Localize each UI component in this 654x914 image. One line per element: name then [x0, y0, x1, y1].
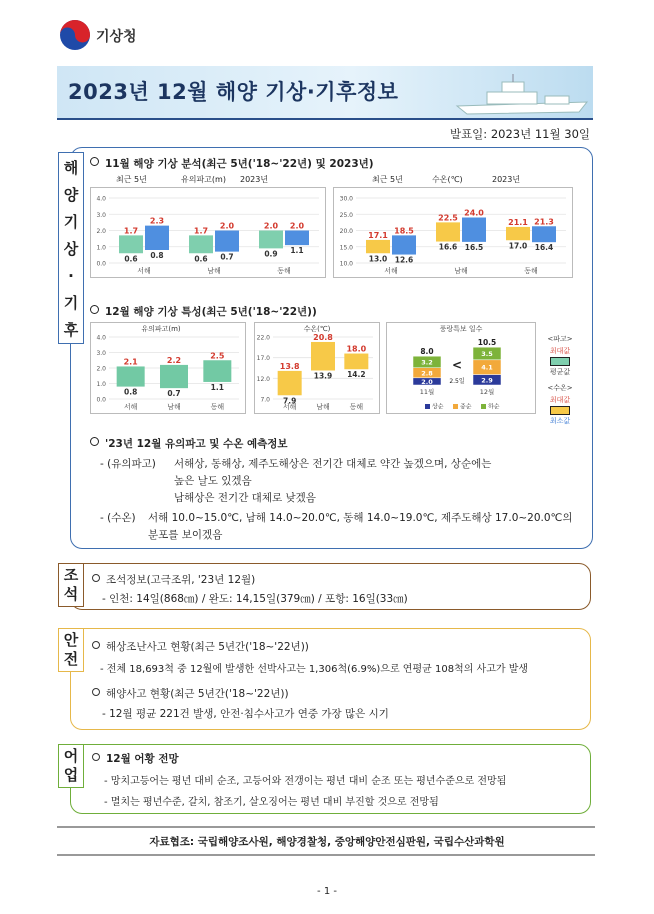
x-tick-label: 서해 — [137, 267, 151, 275]
tide-heading-text: 조석정보(고극조위, '23년 12월) — [106, 574, 256, 586]
data-label-low: 12.6 — [394, 255, 414, 265]
data-label-low: 17.0 — [508, 241, 528, 251]
segment-label: 2.9 — [481, 376, 493, 385]
safety-tag — [58, 628, 84, 672]
y-tick-label: 17.0 — [256, 355, 270, 363]
x-tick-label: 동해 — [210, 403, 225, 411]
data-label-low: 0.8 — [124, 387, 138, 397]
chart-storm-warning-days — [386, 322, 536, 414]
x-tick-label: 남해 — [316, 403, 330, 411]
fishery-line-2: - 멸치는 평년수준, 갈치, 참조기, 살오징어는 평년 대비 부진할 것으로 전망됨 — [104, 797, 439, 808]
data-label-low: 7.9 — [283, 396, 297, 406]
data-label-high: 13.8 — [279, 361, 300, 371]
range-bar — [203, 360, 231, 382]
tide-heading — [92, 572, 255, 587]
data-label-high: 2.1 — [123, 357, 138, 367]
fishery-tag — [58, 744, 84, 788]
data-label-high: 2.0 — [263, 221, 279, 231]
footer-line-top — [57, 826, 595, 828]
chart-title: 수온(℃) — [303, 325, 331, 333]
range-bar — [436, 222, 460, 241]
legend-swatch — [481, 404, 486, 409]
chart-sst-november — [333, 187, 573, 278]
legend-label: 상순 — [432, 403, 444, 411]
data-label-low: 1.1 — [210, 382, 224, 392]
marine-heading-3 — [90, 436, 288, 451]
segment-label: 4.1 — [481, 363, 493, 372]
data-label-low: 0.7 — [167, 389, 181, 399]
range-bar — [285, 231, 309, 246]
data-label-low: 13.0 — [368, 254, 388, 264]
data-label-high: 2.0 — [289, 221, 305, 231]
c2-ylabel: 수온(℃) — [432, 175, 463, 184]
segment-label: 3.5 — [481, 350, 493, 358]
data-label-low: 14.2 — [347, 370, 366, 380]
legend-sst-max: 최대값 — [549, 396, 571, 404]
data-label-high: 2.3 — [149, 216, 165, 226]
y-tick-label: 0.0 — [96, 260, 106, 268]
data-label-high: 21.3 — [534, 217, 554, 227]
range-bar — [259, 231, 283, 249]
y-tick-label: 7.0 — [260, 396, 270, 404]
data-label-low: 13.9 — [313, 371, 333, 381]
data-label-low: 0.7 — [220, 252, 234, 262]
kma-logo-icon — [58, 18, 92, 52]
x-tick-label: 동해 — [349, 403, 364, 411]
x-tick-label: 서해 — [384, 267, 398, 275]
x-tick-label: 동해 — [277, 267, 291, 275]
data-label-high: 21.1 — [508, 217, 528, 227]
x-tick-label: 서해 — [123, 403, 138, 411]
range-bar — [311, 342, 335, 371]
x-tick-label: 남해 — [454, 267, 468, 275]
c2-legend-recent: 최근 5년 — [372, 175, 403, 184]
data-label-low: 0.6 — [124, 254, 138, 264]
y-tick-label: 3.0 — [96, 350, 106, 357]
y-tick-label: 30.0 — [339, 195, 353, 203]
c1-legend-recent: 최근 5년 — [116, 175, 147, 184]
ship-icon — [447, 72, 593, 118]
data-label-high: 20.8 — [313, 332, 333, 342]
logo-text: 기상청 — [96, 29, 137, 45]
segment-label: 3.2 — [421, 358, 433, 367]
chart-title: 풍랑특보 일수 — [439, 325, 483, 333]
legend-wave-head: <파고> — [547, 335, 573, 343]
legend-sst-swatch — [550, 406, 570, 415]
legend-wave-avg: 평균값 — [549, 368, 571, 376]
segment-label: 2.0 — [421, 377, 433, 386]
wave-forecast-line-1: 서해상, 동해상, 제주도해상은 전기간 대체로 약간 높겠으며, 상순에는 — [174, 458, 492, 470]
x-tick-label: 동해 — [524, 267, 538, 275]
y-tick-label: 25.0 — [339, 211, 353, 219]
safety-heading-2 — [92, 686, 289, 701]
data-label-high: 1.7 — [193, 226, 209, 236]
footer-sources: 자료협조: 국립해양조사원, 해양경찰청, 중앙해양안전심판원, 국립수산과학원 — [149, 836, 505, 848]
safety-heading-2-text: 해양사고 현황(최근 5년간('18~'22년)) — [106, 688, 289, 700]
c1-legend-2023: 2023년 — [240, 175, 269, 184]
page-title: 2023년 12월 해양 기상·기후정보 — [68, 80, 399, 104]
data-label-high: 2.0 — [219, 221, 235, 231]
fishery-heading-text: 12월 어황 전망 — [106, 753, 179, 765]
safety-heading-1-text: 해상조난사고 현황(최근 5년간('18~'22년)) — [106, 641, 309, 653]
legend-swatch — [453, 404, 458, 409]
x-tick-label: 11월 — [419, 388, 435, 396]
marine-heading-1-text: 11월 해양 기상 분석(최근 5년('18~'22년) 및 2023년) — [105, 158, 374, 170]
wave-forecast-line-2: 높은 날도 있겠음 — [174, 475, 252, 487]
data-label-high: 24.0 — [464, 208, 484, 218]
compare-symbol: < — [451, 358, 463, 372]
tide-line: - 인천: 14일(868㎝) / 완도: 14,15일(379㎝) / 포항: 16일(33㎝) — [102, 593, 408, 605]
marine-tag — [58, 152, 84, 344]
page-number: - 1 - — [317, 886, 337, 897]
y-tick-label: 4.0 — [96, 195, 106, 203]
y-tick-label: 4.0 — [96, 334, 106, 342]
range-bar — [189, 235, 213, 253]
total-label: 10.5 — [477, 338, 497, 348]
segment-label: 2.8 — [421, 369, 433, 378]
safety-line-2: - 12월 평균 221건 발생, 안전·침수사고가 연중 가장 많은 시기 — [102, 708, 389, 720]
legend-label: 하순 — [488, 403, 500, 411]
safety-tag-text: 안전 — [63, 631, 79, 668]
data-label-low: 16.5 — [464, 242, 484, 252]
y-tick-label: 1.0 — [96, 381, 106, 388]
legend-label: 중순 — [460, 403, 472, 411]
y-tick-label: 1.0 — [96, 244, 106, 252]
marine-heading-3-text: '23년 12월 유의파고 및 수온 예측정보 — [105, 438, 288, 450]
tide-tag — [58, 563, 84, 607]
x-tick-label: 남해 — [207, 267, 221, 275]
wave-forecast-line-3: 남해상은 전기간 대체로 낮겠음 — [174, 492, 316, 504]
legend-wave-max: 최대값 — [549, 347, 571, 355]
wave-forecast-lead: - (유의파고) — [100, 458, 156, 470]
range-bar — [366, 240, 390, 253]
range-bar — [215, 231, 239, 252]
total-label: 8.0 — [420, 347, 434, 357]
y-tick-label: 3.0 — [96, 211, 106, 219]
sst-forecast-line-2: 분포를 보이겠음 — [148, 529, 223, 541]
data-label-low: 16.6 — [438, 242, 458, 252]
title-underline — [57, 118, 593, 120]
data-label-low: 16.4 — [534, 243, 554, 253]
range-bar — [117, 366, 145, 386]
range-bar — [462, 218, 486, 242]
range-bar — [506, 227, 530, 240]
y-tick-label: 15.0 — [339, 244, 353, 252]
data-label-high: 18.5 — [394, 226, 414, 236]
range-bar — [392, 235, 416, 254]
legend-swatch — [425, 404, 430, 409]
y-tick-label: 2.0 — [96, 228, 106, 235]
legend-sst-min: 최소값 — [549, 417, 571, 425]
range-bar — [532, 226, 556, 242]
sst-forecast-lead: - (수온) — [100, 512, 136, 524]
safety-heading-1 — [92, 639, 309, 654]
marine-tag-text: 해양기상·기후 — [63, 159, 79, 339]
sst-forecast-line-1: 서해 10.0~15.0℃, 남해 14.0~20.0℃, 동해 14.0~19.0℃, 제주도해상 17.0~20.0℃의 — [148, 512, 573, 524]
safety-line-1: - 전체 18,693척 중 12월에 발생한 선박사고는 1,306척(6.9%)으로 연평균 108척의 사고가 발생 — [100, 664, 529, 675]
y-tick-label: 0.0 — [96, 396, 106, 404]
data-label-low: 1.1 — [290, 246, 304, 256]
x-tick-label: 서해 — [282, 403, 297, 411]
marine-heading-1 — [90, 156, 374, 171]
y-tick-label: 2.0 — [96, 365, 106, 373]
range-bar — [344, 354, 368, 370]
data-label-high: 22.5 — [438, 213, 458, 223]
fishery-heading — [92, 751, 179, 766]
marine-heading-2 — [90, 304, 317, 319]
marine-heading-2-text: 12월 해양 기상 특성(최근 5년('18~'22년)) — [105, 306, 317, 318]
data-label-high: 18.0 — [346, 344, 367, 354]
legend-sst-head: <수온> — [547, 384, 573, 392]
range-bar — [145, 226, 169, 250]
data-label-high: 1.7 — [123, 226, 139, 236]
data-label-low: 0.6 — [194, 254, 208, 264]
chart-wave-november — [90, 187, 326, 278]
range-bar — [160, 365, 188, 388]
range-bar — [278, 371, 302, 395]
legend-wave-swatch — [550, 357, 570, 366]
chart-title: 유의파고(m) — [141, 325, 181, 333]
y-tick-label: 22.0 — [256, 334, 270, 342]
x-tick-label: 남해 — [167, 403, 181, 411]
data-label-high: 2.5 — [210, 351, 225, 361]
diff-label: 2.5일 — [449, 378, 465, 385]
fishery-tag-text: 어업 — [63, 747, 79, 784]
data-label-high: 2.2 — [166, 355, 182, 365]
tide-tag-text: 조석 — [63, 566, 79, 603]
chart-sst-december — [254, 322, 380, 414]
data-label-high: 17.1 — [368, 230, 388, 240]
publish-date: 발표일: 2023년 11월 30일 — [449, 127, 590, 141]
x-tick-label: 12월 — [479, 388, 495, 396]
data-label-low: 0.8 — [150, 251, 164, 260]
side-legend — [540, 334, 580, 426]
chart-wave-december — [90, 322, 246, 414]
range-bar — [119, 235, 143, 253]
fishery-line-1: - 망치고등어는 평년 대비 순조, 고등어와 전갱이는 평년 대비 순조 또는 평년수준으로 전망됨 — [104, 776, 507, 787]
footer-line-bottom — [57, 854, 595, 856]
y-tick-label: 20.0 — [339, 228, 353, 235]
data-label-low: 0.9 — [264, 249, 278, 259]
y-tick-label: 12.0 — [256, 375, 270, 383]
y-tick-label: 10.0 — [339, 260, 353, 268]
c2-legend-2023: 2023년 — [492, 175, 521, 184]
c1-ylabel: 유의파고(m) — [181, 175, 226, 184]
